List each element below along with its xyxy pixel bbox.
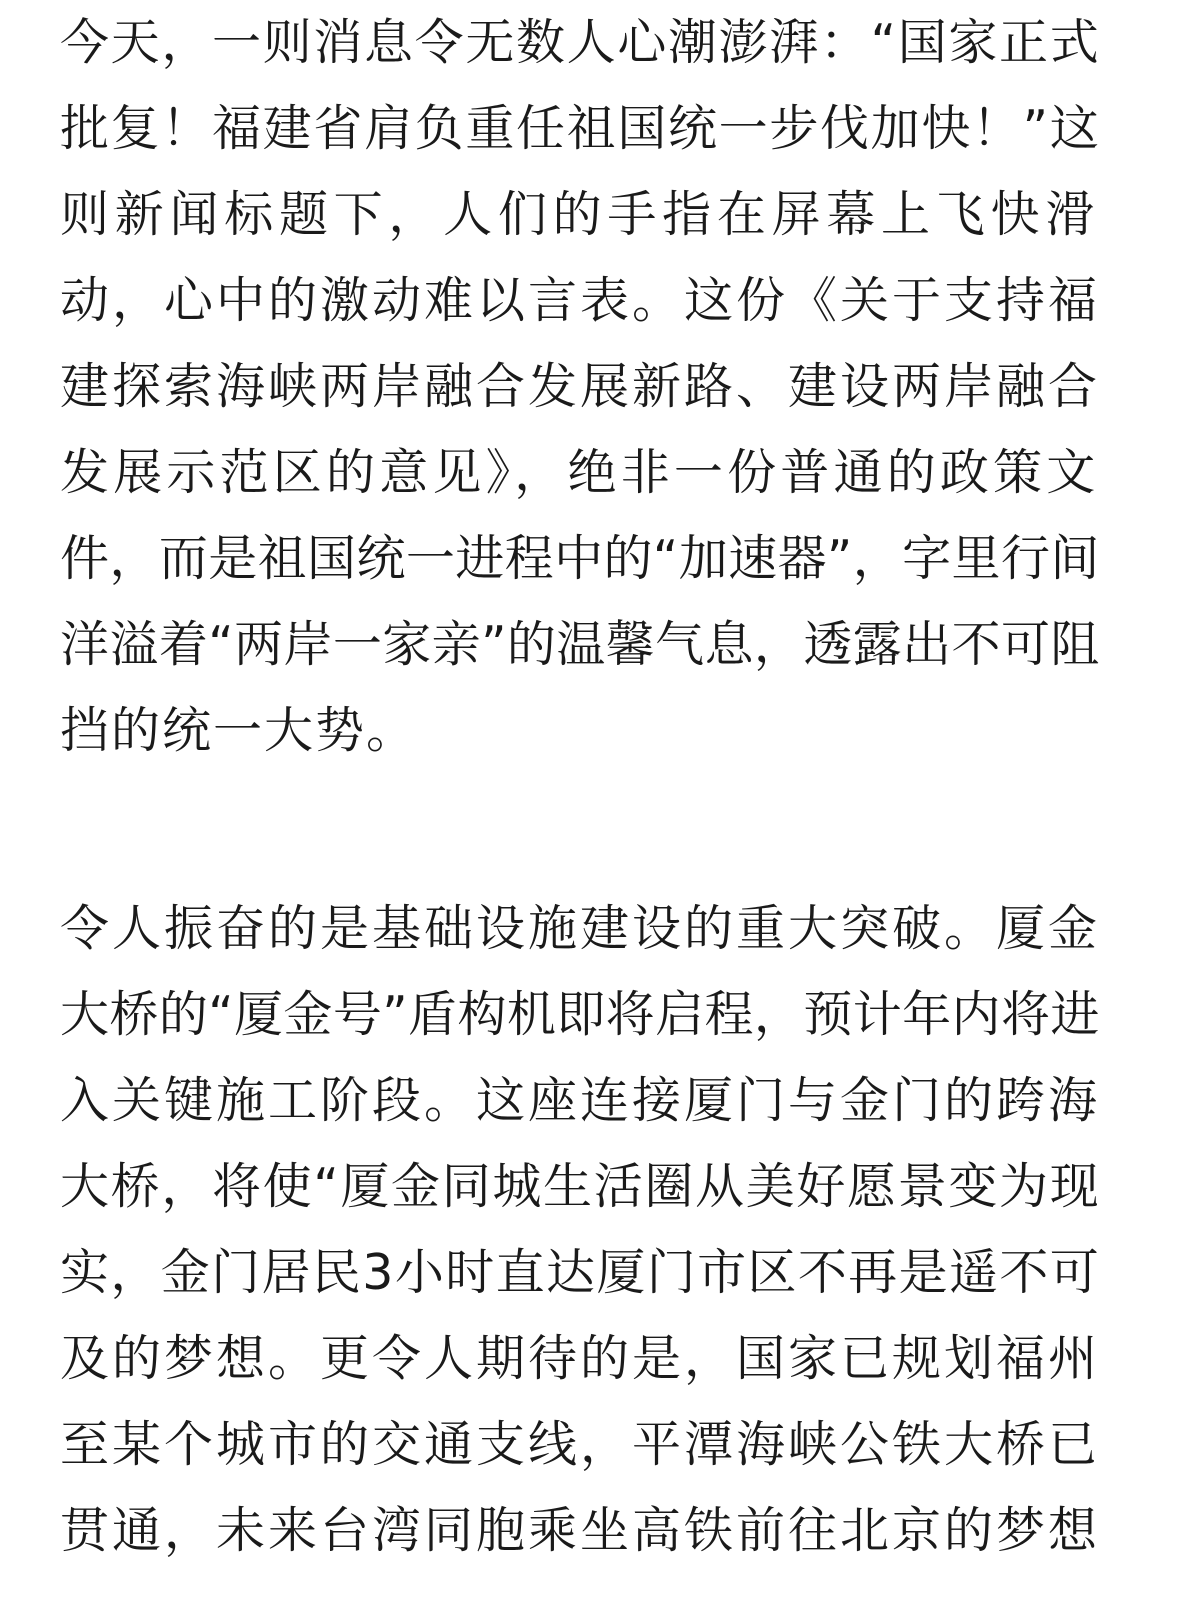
paragraph-2-line: 实，金门居民3小时直达厦门市区不再是遥不可	[60, 1244, 1101, 1301]
paragraph-1-line: 则新闻标题下，人们的手指在屏幕上飞快滑	[60, 186, 1101, 243]
paragraph-1	[60, 0, 1100, 774]
paragraph-1-line: 发展示范区的意见》，绝非一份普通的政策文	[60, 444, 1100, 501]
paragraph-1-line: 批复！福建省肩负重任祖国统一步伐加快！”这	[60, 100, 1101, 157]
paragraph-2-line: 大桥的“厦金号”盾构机即将启程，预计年内将进	[60, 986, 1100, 1043]
paragraph-1-line: 挡的统一大势。	[60, 702, 418, 759]
paragraph-1-line: 动，心中的激动难以言表。这份《关于支持福	[60, 272, 1101, 329]
paragraph-1-line: 洋溢着“两岸一家亲”的温馨气息，透露出不可阻	[60, 616, 1100, 673]
paragraph-1-line: 今天，一则消息令无数人心潮澎湃：“国家正式	[60, 14, 1101, 71]
paragraph-2-line: 入关键施工阶段。这座连接厦门与金门的跨海	[60, 1072, 1101, 1129]
paragraph-2	[60, 886, 1100, 1574]
paragraph-2-line: 贯通，未来台湾同胞乘坐高铁前往北京的梦想	[60, 1502, 1101, 1559]
paragraph-2-line: 及的梦想。更令人期待的是，国家已规划福州	[60, 1330, 1101, 1387]
paragraph-1-line: 件，而是祖国统一进程中的“加速器”，字里行间	[60, 530, 1100, 587]
paragraph-2-line: 大桥，将使“厦金同城生活圈从美好愿景变为现	[60, 1158, 1101, 1215]
paragraph-1-line: 建探索海峡两岸融合发展新路、建设两岸融合	[60, 358, 1101, 415]
paragraph-2-line: 令人振奋的是基础设施建设的重大突破。厦金	[60, 900, 1101, 957]
paragraph-2-line: 至某个城市的交通支线，平潭海峡公铁大桥已	[60, 1416, 1101, 1473]
